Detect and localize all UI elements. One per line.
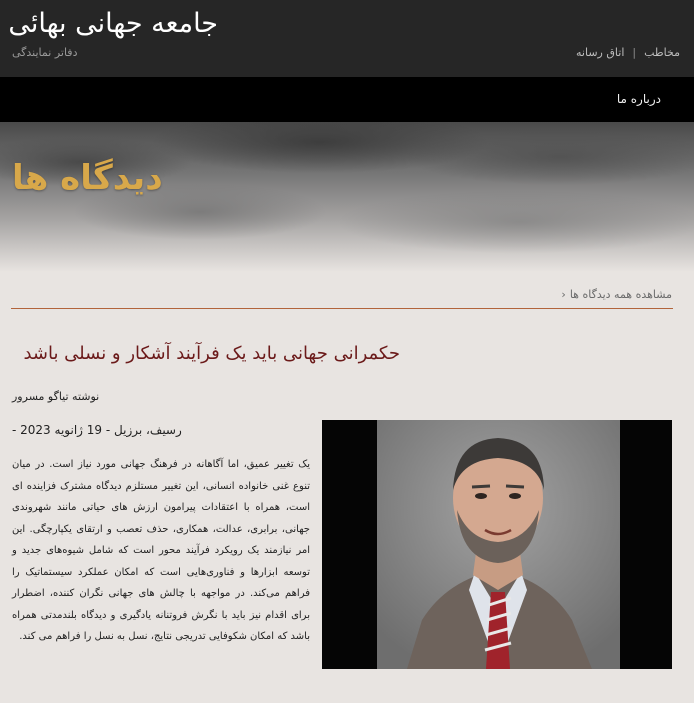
author-photo	[322, 420, 672, 669]
portrait-illustration	[377, 420, 620, 669]
site-title[interactable]: جامعه جهانی بهائی	[8, 8, 218, 39]
link-separator: |	[632, 46, 637, 59]
article-title: حکمرانی جهانی باید یک فرآیند آشکار و نسلی باشد	[23, 343, 400, 364]
portrait-image	[377, 420, 620, 669]
section-divider	[11, 308, 673, 309]
site-subtitle: دفاتر نمایندگی	[12, 46, 78, 59]
view-all-link[interactable]	[561, 288, 672, 301]
banner-title: دیدگاه ها	[12, 158, 163, 198]
media-room-link[interactable]: اتاق رسانه	[576, 46, 625, 59]
main-nav	[0, 77, 694, 122]
view-all-label: مشاهده همه دیدگاه ها	[569, 288, 672, 301]
chevron-left-icon: ‹	[561, 288, 566, 301]
contact-link[interactable]: مخاطب	[644, 46, 680, 59]
site-header	[0, 0, 694, 77]
nav-item-about[interactable]: درباره ما	[616, 92, 661, 106]
article-author: نوشته تیاگو مسرور	[12, 390, 100, 403]
utility-links	[576, 46, 680, 59]
perspectives-banner	[0, 122, 694, 272]
article-dateline: - رسیف، برزیل - 19 ژانویه 2023	[12, 423, 182, 437]
article-body: یک تغییر عمیق، اما آگاهانه در فرهنگ جهانی مورد نیاز است. در میان تنوع غنی خانواده انسانی، این تغییر مستلزم دیدگاه مشترک فزاینده ای است، همراه با اعتقادات پیرامون ارزش های حیاتی مانند شهروندی جهانی، برابری، عدالت، همکاری، حذف تعصب و ارتقای یکپارچگی. این امر نیازمند یک رویکرد فرآیند محور است که شامل شیوه‌های جدید و توسعه ابزارها و فناوری‌هایی است که امکان عملکرد سیستماتیک را فراهم می‌کند. در مواجهه با چالش های جهانی نگران کننده، اضطرار برای اقدام نیز باید با نگرش فروتنانه یادگیری و دیدگاه بلندمدتی همراه باشد که امکان شکوفایی تدریجی نتایج، نسل به نسل را فراهم می کند.	[12, 459, 310, 642]
